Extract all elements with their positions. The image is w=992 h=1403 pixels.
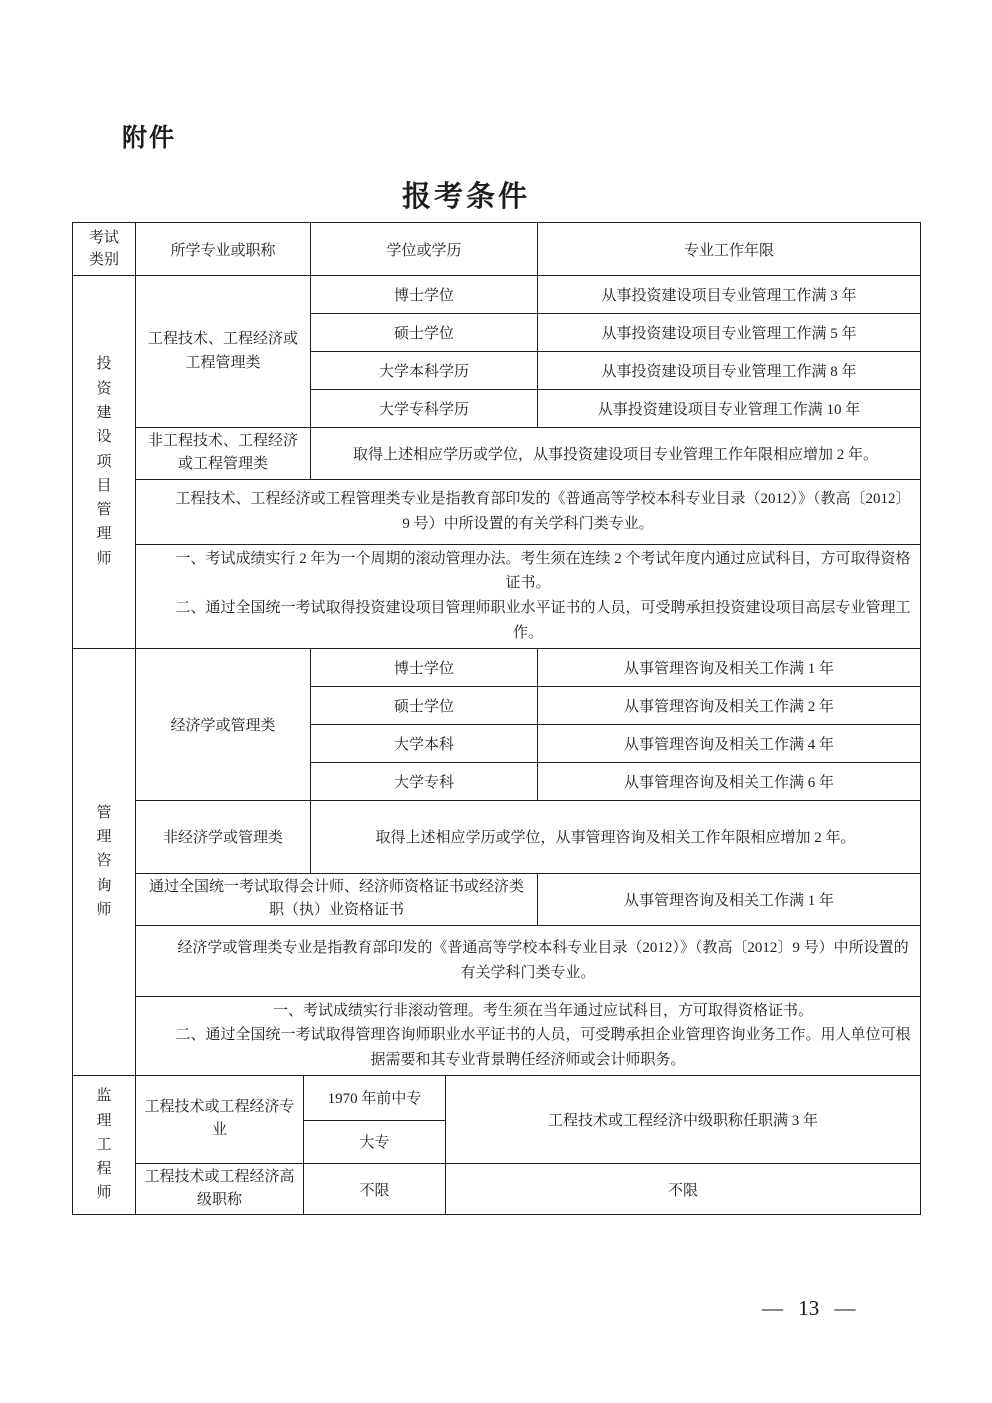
years-cell: 从事投资建设项目专业管理工作满 5 年 [538,314,921,352]
major-group-cell: 工程技术或工程经济高级职称 [136,1163,304,1215]
years-cell: 从事投资建设项目专业管理工作满 10 年 [538,390,921,428]
header-exam-category-text: 考试类别 [88,229,119,268]
degree-cell: 不限 [304,1163,446,1215]
degree-cell: 1970 年前中专 [304,1075,446,1120]
major-group-cell: 工程技术、工程经济或工程管理类 [136,276,311,428]
major-note-text: 工程技术、工程经济或工程管理类专业是指教育部印发的《普通高等学校本科专业目录（2012）》（教高〔2012〕9 号）中所设置的有关学科门类专业。 [175,490,911,532]
category-text: 管理咨询师 [96,804,112,919]
table-header-row [73,223,921,276]
attachment-label: 附件 [122,124,177,152]
header-degree: 学位或学历 [311,223,538,276]
header-major-or-title: 所学专业或职称 [136,223,311,276]
years-cell: 从事管理咨询及相关工作满 1 年 [538,873,921,925]
category-cell [73,1075,136,1215]
category-cell [73,648,136,1075]
table-row [73,800,921,873]
exam-note-2: 二、通过全国统一考试取得管理咨询师职业水平证书的人员，可受聘承担企业管理咨询业务工作。用人单位可根据需要和其专业背景聘任经济师或会计师职务。 [175,1027,911,1068]
exam-note-2: 二、通过全国统一考试取得投资建设项目管理师职业水平证书的人员，可受聘承担投资建设项目高层专业管理工作。 [175,600,911,641]
other-major-cell: 非工程技术、工程经济或工程管理类 [136,428,311,480]
major-note-cell [136,479,921,544]
exam-notes-cell [136,544,921,648]
degree-cell: 硕士学位 [311,314,538,352]
years-cell: 工程技术或工程经济中级职称任职满 3 年 [446,1075,921,1163]
years-cell: 从事投资建设项目专业管理工作满 8 年 [538,352,921,390]
table-row [73,925,921,996]
table-row [73,544,921,648]
page-title: 报考条件 [401,181,530,213]
table-row [73,428,921,480]
exam-notes-cell [136,996,921,1075]
degree-cell: 硕士学位 [311,686,538,724]
table-row [73,996,921,1075]
major-group-cell: 经济学或管理类 [136,648,311,800]
years-cell: 从事投资建设项目专业管理工作满 3 年 [538,276,921,314]
exam-note-1: 一、考试成绩实行 2 年为一个周期的滚动管理办法。考生须在连续 2 个考试年度内通过应试科目，方可取得资格证书。 [175,550,911,592]
degree-cell: 博士学位 [311,648,538,686]
category-text: 投资建设项目管理师 [96,356,112,567]
category-text: 监理工程师 [96,1088,112,1202]
years-cell: 从事管理咨询及相关工作满 6 年 [538,762,921,800]
certificate-qualification-cell: 通过全国统一考试取得会计师、经济师资格证书或经济类职（执）业资格证书 [136,873,538,925]
degree-cell: 大学本科 [311,724,538,762]
category-cell [73,276,136,649]
degree-cell: 博士学位 [311,276,538,314]
table-row [73,873,921,925]
table-row [73,1075,921,1120]
table-row [73,479,921,544]
other-major-cell: 非经济学或管理类 [136,800,311,873]
major-group-cell: 工程技术或工程经济专业 [136,1075,304,1163]
degree-cell: 大学专科 [311,762,538,800]
table-row [73,648,921,686]
years-cell: 不限 [446,1163,921,1215]
degree-cell: 大学专科学历 [311,390,538,428]
table-row [73,276,921,314]
degree-cell: 大专 [304,1120,446,1163]
degree-cell: 大学本科学历 [311,352,538,390]
header-exam-category [73,223,136,276]
major-note-cell [136,925,921,996]
other-major-rule-cell: 取得上述相应学历或学位，从事管理咨询及相关工作年限相应增加 2 年。 [311,800,921,873]
page-number: — 13 — [762,1296,856,1320]
requirements-table [72,222,921,1215]
years-cell: 从事管理咨询及相关工作满 4 年 [538,724,921,762]
header-work-years: 专业工作年限 [538,223,921,276]
years-cell: 从事管理咨询及相关工作满 1 年 [538,648,921,686]
exam-note-1: 一、考试成绩实行非滚动管理。考生须在当年通过应试科目，方可取得资格证书。 [273,1002,814,1019]
years-cell: 从事管理咨询及相关工作满 2 年 [538,686,921,724]
table-row [73,1163,921,1215]
major-note-text: 经济学或管理类专业是指教育部印发的《普通高等学校本科专业目录（2012）》（教高〔2012〕9 号）中所设置的有关学科门类专业。 [177,939,909,981]
other-major-rule-cell: 取得上述相应学历或学位，从事投资建设项目专业管理工作年限相应增加 2 年。 [311,428,921,480]
